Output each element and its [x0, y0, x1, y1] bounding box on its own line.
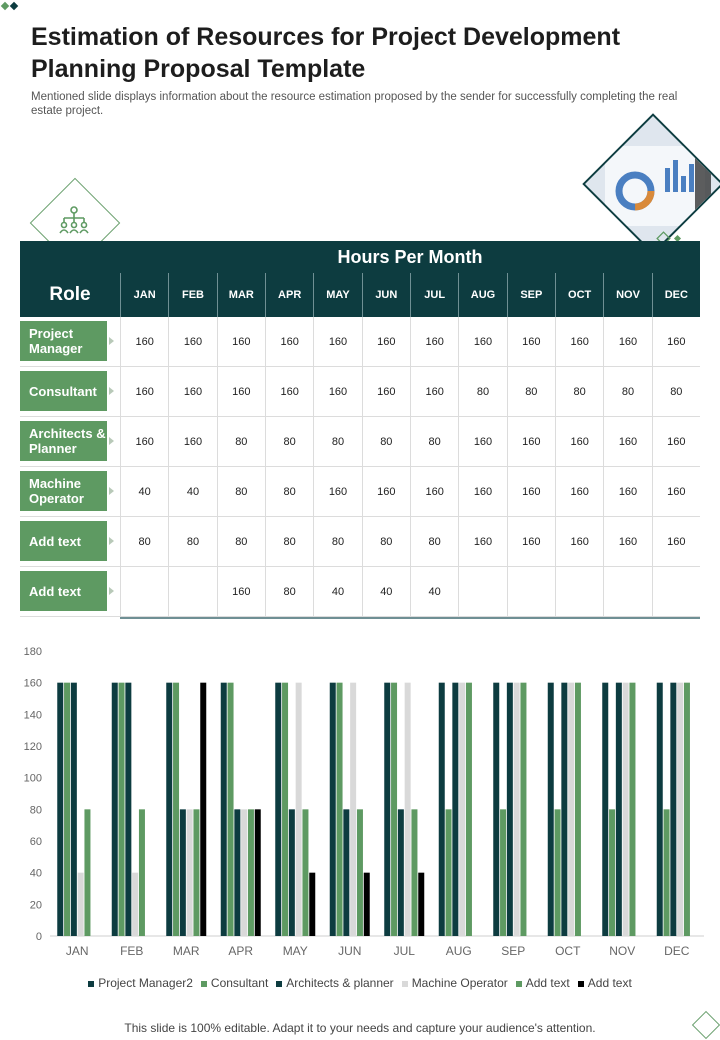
bar-jan-series-4: [78, 873, 84, 936]
bar-apr-series-5: [248, 809, 254, 936]
bar-nov-series-5: [629, 683, 635, 936]
table-cell: 160: [362, 467, 410, 517]
table-row: [20, 467, 700, 517]
bar-may-series-2: [282, 683, 288, 936]
month-header-aug: AUG: [458, 273, 506, 317]
role-label: Add text: [20, 521, 107, 561]
month-header-oct: OCT: [555, 273, 603, 317]
table-cell: 160: [313, 317, 361, 367]
x-tick-label: JUL: [393, 944, 415, 958]
legend-item: [88, 976, 193, 990]
bar-sep-series-4: [514, 683, 520, 936]
bar-apr-series-2: [228, 683, 234, 936]
table-cell: 80: [265, 567, 313, 617]
y-tick-label: 120: [23, 741, 42, 753]
bar-feb-series-5: [139, 809, 145, 936]
table-cell: 160: [313, 467, 361, 517]
table-row: [20, 317, 700, 367]
table-cell: 160: [458, 417, 506, 467]
bar-jul-series-2: [391, 683, 397, 936]
table-cell: 80: [410, 417, 458, 467]
bar-oct-series-4: [568, 683, 574, 936]
dashboard-photo: [582, 113, 720, 254]
role-label: Machine Operator: [20, 471, 107, 511]
role-label: Architects & Planner: [20, 421, 107, 461]
table-cell: 160: [168, 367, 216, 417]
bar-dec-series-2: [664, 809, 670, 936]
table-cell: 160: [362, 317, 410, 367]
bar-jul-series-4: [405, 683, 411, 936]
y-tick-label: 20: [29, 899, 42, 912]
table-cell: 160: [603, 317, 651, 367]
hours-per-month-heading: Hours Per Month: [337, 247, 483, 267]
table-cell: 80: [265, 517, 313, 567]
legend-swatch: [402, 981, 408, 987]
legend-swatch: [276, 981, 282, 987]
x-tick-label: FEB: [120, 944, 144, 958]
table-cell: 160: [603, 517, 651, 567]
table-cell: 40: [168, 467, 216, 517]
bar-dec-series-5: [684, 683, 690, 936]
y-tick-label: 80: [29, 804, 42, 817]
y-tick-label: 40: [29, 867, 42, 880]
legend-swatch: [201, 981, 207, 987]
month-header-apr: APR: [265, 273, 313, 317]
bar-oct-series-2: [555, 809, 561, 936]
bar-jul-series-3: [398, 809, 404, 936]
role-label: Project Manager: [20, 321, 107, 361]
legend-label: Architects & planner: [286, 976, 394, 990]
table-cell: [555, 567, 603, 617]
month-header-jul: JUL: [410, 273, 458, 317]
bar-aug-series-5: [466, 683, 472, 936]
x-tick-label: APR: [228, 944, 254, 958]
bar-aug-series-4: [459, 683, 465, 936]
legend-swatch: [578, 981, 584, 987]
bar-jul-series-6: [418, 873, 424, 936]
table-cell: 160: [120, 367, 168, 417]
bar-apr-series-3: [234, 809, 240, 936]
bar-jun-series-6: [364, 873, 370, 936]
table-cell: 160: [120, 317, 168, 367]
bar-jul-series-5: [411, 809, 417, 936]
y-tick-label: 0: [35, 931, 42, 943]
table-cell: 80: [652, 367, 700, 417]
bar-dec-series-3: [670, 683, 676, 936]
bar-dec-series-1: [657, 683, 663, 936]
y-tick-label: 180: [23, 646, 42, 658]
legend-label: Machine Operator: [411, 976, 508, 990]
table-cell: 160: [120, 417, 168, 467]
bar-feb-series-2: [119, 683, 125, 936]
legend-swatch: [88, 981, 94, 987]
month-header-dec: DEC: [652, 273, 700, 317]
month-header-feb: FEB: [168, 273, 216, 317]
table-cell: 80: [555, 367, 603, 417]
table-cell: 80: [168, 517, 216, 567]
table-cell: 40: [120, 467, 168, 517]
x-tick-label: NOV: [609, 944, 636, 958]
table-cell: 160: [507, 417, 555, 467]
table-row: [20, 517, 700, 567]
table-cell: 80: [603, 367, 651, 417]
month-header-jun: JUN: [362, 273, 410, 317]
role-label: Add text: [20, 571, 107, 611]
legend-label: Project Manager2: [98, 976, 193, 990]
x-tick-label: DEC: [664, 944, 690, 958]
bar-may-series-1: [275, 683, 281, 936]
bar-mar-series-2: [173, 683, 179, 936]
table-cell: 160: [458, 467, 506, 517]
bar-mar-series-1: [166, 683, 172, 936]
bar-may-series-5: [302, 809, 308, 936]
bar-nov-series-1: [602, 683, 608, 936]
hours-table: [20, 241, 700, 619]
table-cell: 160: [217, 367, 265, 417]
bar-may-series-3: [289, 809, 295, 936]
bar-aug-series-1: [439, 683, 445, 936]
bar-mar-series-4: [187, 809, 193, 936]
table-cell: 160: [603, 417, 651, 467]
table-cell: 160: [555, 317, 603, 367]
table-cell: 80: [507, 367, 555, 417]
bar-chart: [0, 640, 720, 970]
chart-legend: [0, 976, 720, 990]
bar-may-series-4: [296, 683, 302, 936]
table-cell: 80: [362, 417, 410, 467]
table-cell: 160: [555, 467, 603, 517]
table-cell: 160: [507, 467, 555, 517]
table-cell: [120, 567, 168, 617]
bar-may-series-6: [309, 873, 315, 936]
table-row: [20, 567, 700, 617]
table-cell: 160: [458, 517, 506, 567]
bar-sep-series-2: [500, 809, 506, 936]
bar-aug-series-2: [446, 809, 452, 936]
bar-jan-series-2: [64, 683, 70, 936]
legend-label: Add text: [587, 976, 632, 990]
table-cell: 160: [555, 517, 603, 567]
table-cell: 160: [265, 317, 313, 367]
table-cell: [458, 567, 506, 617]
legend-item: [516, 976, 570, 990]
table-cell: 160: [652, 417, 700, 467]
bar-jun-series-2: [337, 683, 343, 936]
table-cell: 160: [217, 317, 265, 367]
bar-jun-series-4: [350, 683, 356, 936]
bar-sep-series-5: [520, 683, 526, 936]
table-cell: 40: [313, 567, 361, 617]
table-cell: 160: [168, 317, 216, 367]
bar-sep-series-1: [493, 683, 499, 936]
legend-label: Consultant: [210, 976, 269, 990]
table-cell: 80: [120, 517, 168, 567]
role-heading: Role: [49, 284, 91, 305]
x-tick-label: MAR: [172, 944, 200, 958]
table-bottom-rule: [120, 617, 700, 619]
legend-label: Add text: [525, 976, 570, 990]
table-cell: 80: [362, 517, 410, 567]
bar-oct-series-1: [548, 683, 554, 936]
table-cell: 160: [410, 317, 458, 367]
legend-swatch: [516, 981, 522, 987]
x-tick-label: JUN: [338, 944, 362, 958]
bar-jan-series-5: [84, 809, 90, 936]
month-header-nov: NOV: [603, 273, 651, 317]
table-cell: 80: [217, 467, 265, 517]
bar-mar-series-5: [193, 809, 199, 936]
table-cell: 80: [458, 367, 506, 417]
bar-feb-series-3: [125, 683, 131, 936]
table-cell: 40: [362, 567, 410, 617]
table-cell: [507, 567, 555, 617]
bar-mar-series-3: [180, 809, 186, 936]
table-cell: 160: [603, 467, 651, 517]
bar-jun-series-1: [330, 683, 336, 936]
table-cell: 160: [217, 567, 265, 617]
table-cell: 80: [217, 417, 265, 467]
table-cell: 80: [410, 517, 458, 567]
bar-dec-series-4: [677, 683, 683, 936]
y-tick-label: 60: [29, 836, 42, 848]
month-header-sep: SEP: [507, 273, 555, 317]
table-cell: [652, 567, 700, 617]
bar-oct-series-3: [561, 683, 567, 936]
table-cell: [168, 567, 216, 617]
table-cell: 80: [313, 417, 361, 467]
table-cell: 160: [313, 367, 361, 417]
y-tick-label: 100: [23, 772, 42, 785]
bar-nov-series-2: [609, 809, 615, 936]
table-cell: 160: [555, 417, 603, 467]
page-subtitle: Mentioned slide displays information about the resource estimation proposed by the sender for successfully completing the real estate project.: [31, 91, 678, 117]
x-tick-label: SEP: [501, 944, 526, 958]
role-label: Consultant: [20, 371, 107, 411]
bar-nov-series-4: [623, 683, 629, 936]
table-cell: 80: [217, 517, 265, 567]
table-cell: 80: [313, 517, 361, 567]
bar-feb-series-1: [112, 683, 118, 936]
bar-feb-series-4: [132, 873, 138, 936]
legend-item: [201, 976, 268, 990]
table-cell: 160: [168, 417, 216, 467]
hierarchy-icon: [56, 204, 92, 240]
bar-jan-series-1: [57, 683, 63, 936]
legend-item: [276, 976, 393, 990]
table-cell: 160: [507, 317, 555, 367]
table-cell: 160: [362, 367, 410, 417]
bar-aug-series-3: [452, 683, 458, 936]
bar-nov-series-3: [616, 683, 622, 936]
table-header: [20, 241, 700, 317]
y-tick-label: 160: [23, 677, 42, 690]
bar-jul-series-1: [384, 683, 390, 936]
bar-mar-series-6: [200, 683, 206, 936]
table-cell: 80: [265, 417, 313, 467]
month-header-may: MAY: [313, 273, 361, 317]
table-cell: [603, 567, 651, 617]
bar-jun-series-3: [343, 809, 349, 936]
y-tick-label: 140: [23, 709, 42, 722]
table-cell: 160: [652, 517, 700, 567]
table-row: [20, 417, 700, 467]
bar-apr-series-6: [255, 809, 261, 936]
bar-oct-series-5: [575, 683, 581, 936]
legend-item: [578, 976, 632, 990]
table-row: [20, 367, 700, 417]
x-tick-label: MAY: [282, 944, 308, 958]
month-header-jan: JAN: [120, 273, 168, 317]
bar-apr-series-1: [221, 683, 227, 936]
month-header-mar: MAR: [217, 273, 265, 317]
page-title: Estimation of Resources for Project Development Planning Proposal Template: [31, 23, 621, 83]
table-cell: 160: [410, 467, 458, 517]
table-cell: 160: [652, 467, 700, 517]
table-cell: 160: [507, 517, 555, 567]
bar-apr-series-4: [241, 809, 247, 936]
table-cell: 40: [410, 567, 458, 617]
table-cell: 160: [265, 367, 313, 417]
table-cell: 160: [410, 367, 458, 417]
table-cell: 160: [652, 317, 700, 367]
legend-item: [402, 976, 508, 990]
bar-jan-series-3: [71, 683, 77, 936]
table-cell: 160: [458, 317, 506, 367]
x-tick-label: OCT: [555, 944, 581, 958]
bar-jun-series-5: [357, 809, 363, 936]
x-tick-label: AUG: [445, 944, 472, 958]
bar-sep-series-3: [507, 683, 513, 936]
x-tick-label: JAN: [65, 944, 89, 958]
footer-note: This slide is 100% editable. Adapt it to your needs and capture your audience's attention.: [124, 1021, 596, 1035]
table-cell: 80: [265, 467, 313, 517]
